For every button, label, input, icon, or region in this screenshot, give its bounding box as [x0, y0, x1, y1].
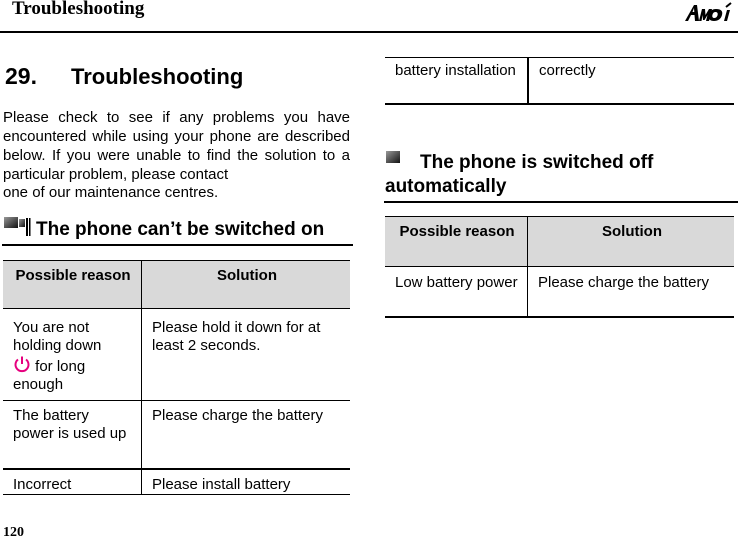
table-row	[3, 309, 350, 401]
topic1-table	[3, 260, 350, 495]
table-header-row	[3, 261, 350, 309]
page-number: 120	[3, 525, 24, 540]
running-header-title: Troubleshooting	[12, 0, 145, 19]
topic2-heading-line1: The phone is switched off	[420, 152, 654, 173]
reason-cell: Low battery power	[395, 274, 518, 291]
topic1-table-continued	[385, 57, 734, 105]
intro-paragraph-end: one of our maintenance centres.	[3, 184, 219, 201]
intro-paragraph: Please check to see if any problems you have encountered while using your phone are described below. If you were unable to find the solution to a particular problem, please contact	[3, 109, 350, 183]
solution-cell: Please install battery	[142, 469, 351, 495]
reason-cell: The battery power is used up	[13, 407, 127, 442]
header-rule	[0, 31, 738, 33]
reason-cell: battery installation	[395, 62, 516, 79]
solution-cell: Please hold it down for at least 2 seconds.	[142, 309, 351, 401]
topic1-rule	[2, 244, 353, 246]
power-key-icon	[13, 355, 31, 373]
heading-bullet-icon	[386, 151, 400, 163]
solution-cell: correctly	[528, 58, 734, 104]
amoi-logo	[683, 2, 733, 24]
section-heading	[5, 63, 243, 90]
reason-cell	[3, 309, 142, 401]
table-row	[385, 267, 734, 317]
table-row	[385, 58, 734, 104]
topic2-table	[385, 216, 734, 318]
solution-cell: Please charge the battery	[528, 267, 735, 317]
col-header-solution: Solution	[528, 217, 735, 267]
reason-text-end: for long enough	[13, 358, 86, 393]
section-number: 29.	[5, 63, 37, 89]
solution-cell: Please charge the battery	[142, 401, 351, 469]
table-row	[3, 469, 350, 495]
section-title: Troubleshooting	[70, 64, 244, 89]
topic2-heading-line2: automatically	[385, 176, 507, 197]
table-header-row	[385, 217, 734, 267]
col-header-solution: Solution	[142, 261, 351, 309]
topic1-heading: The phone can’t be switched on	[36, 219, 325, 240]
reason-cell: Incorrect	[13, 475, 72, 493]
reason-text: You are not holding down	[13, 319, 102, 354]
col-header-reason: Possible reason	[3, 261, 142, 309]
heading-bullet-icon	[4, 217, 32, 239]
table-row	[3, 401, 350, 469]
topic2-rule	[384, 201, 738, 203]
col-header-reason: Possible reason	[385, 217, 528, 267]
